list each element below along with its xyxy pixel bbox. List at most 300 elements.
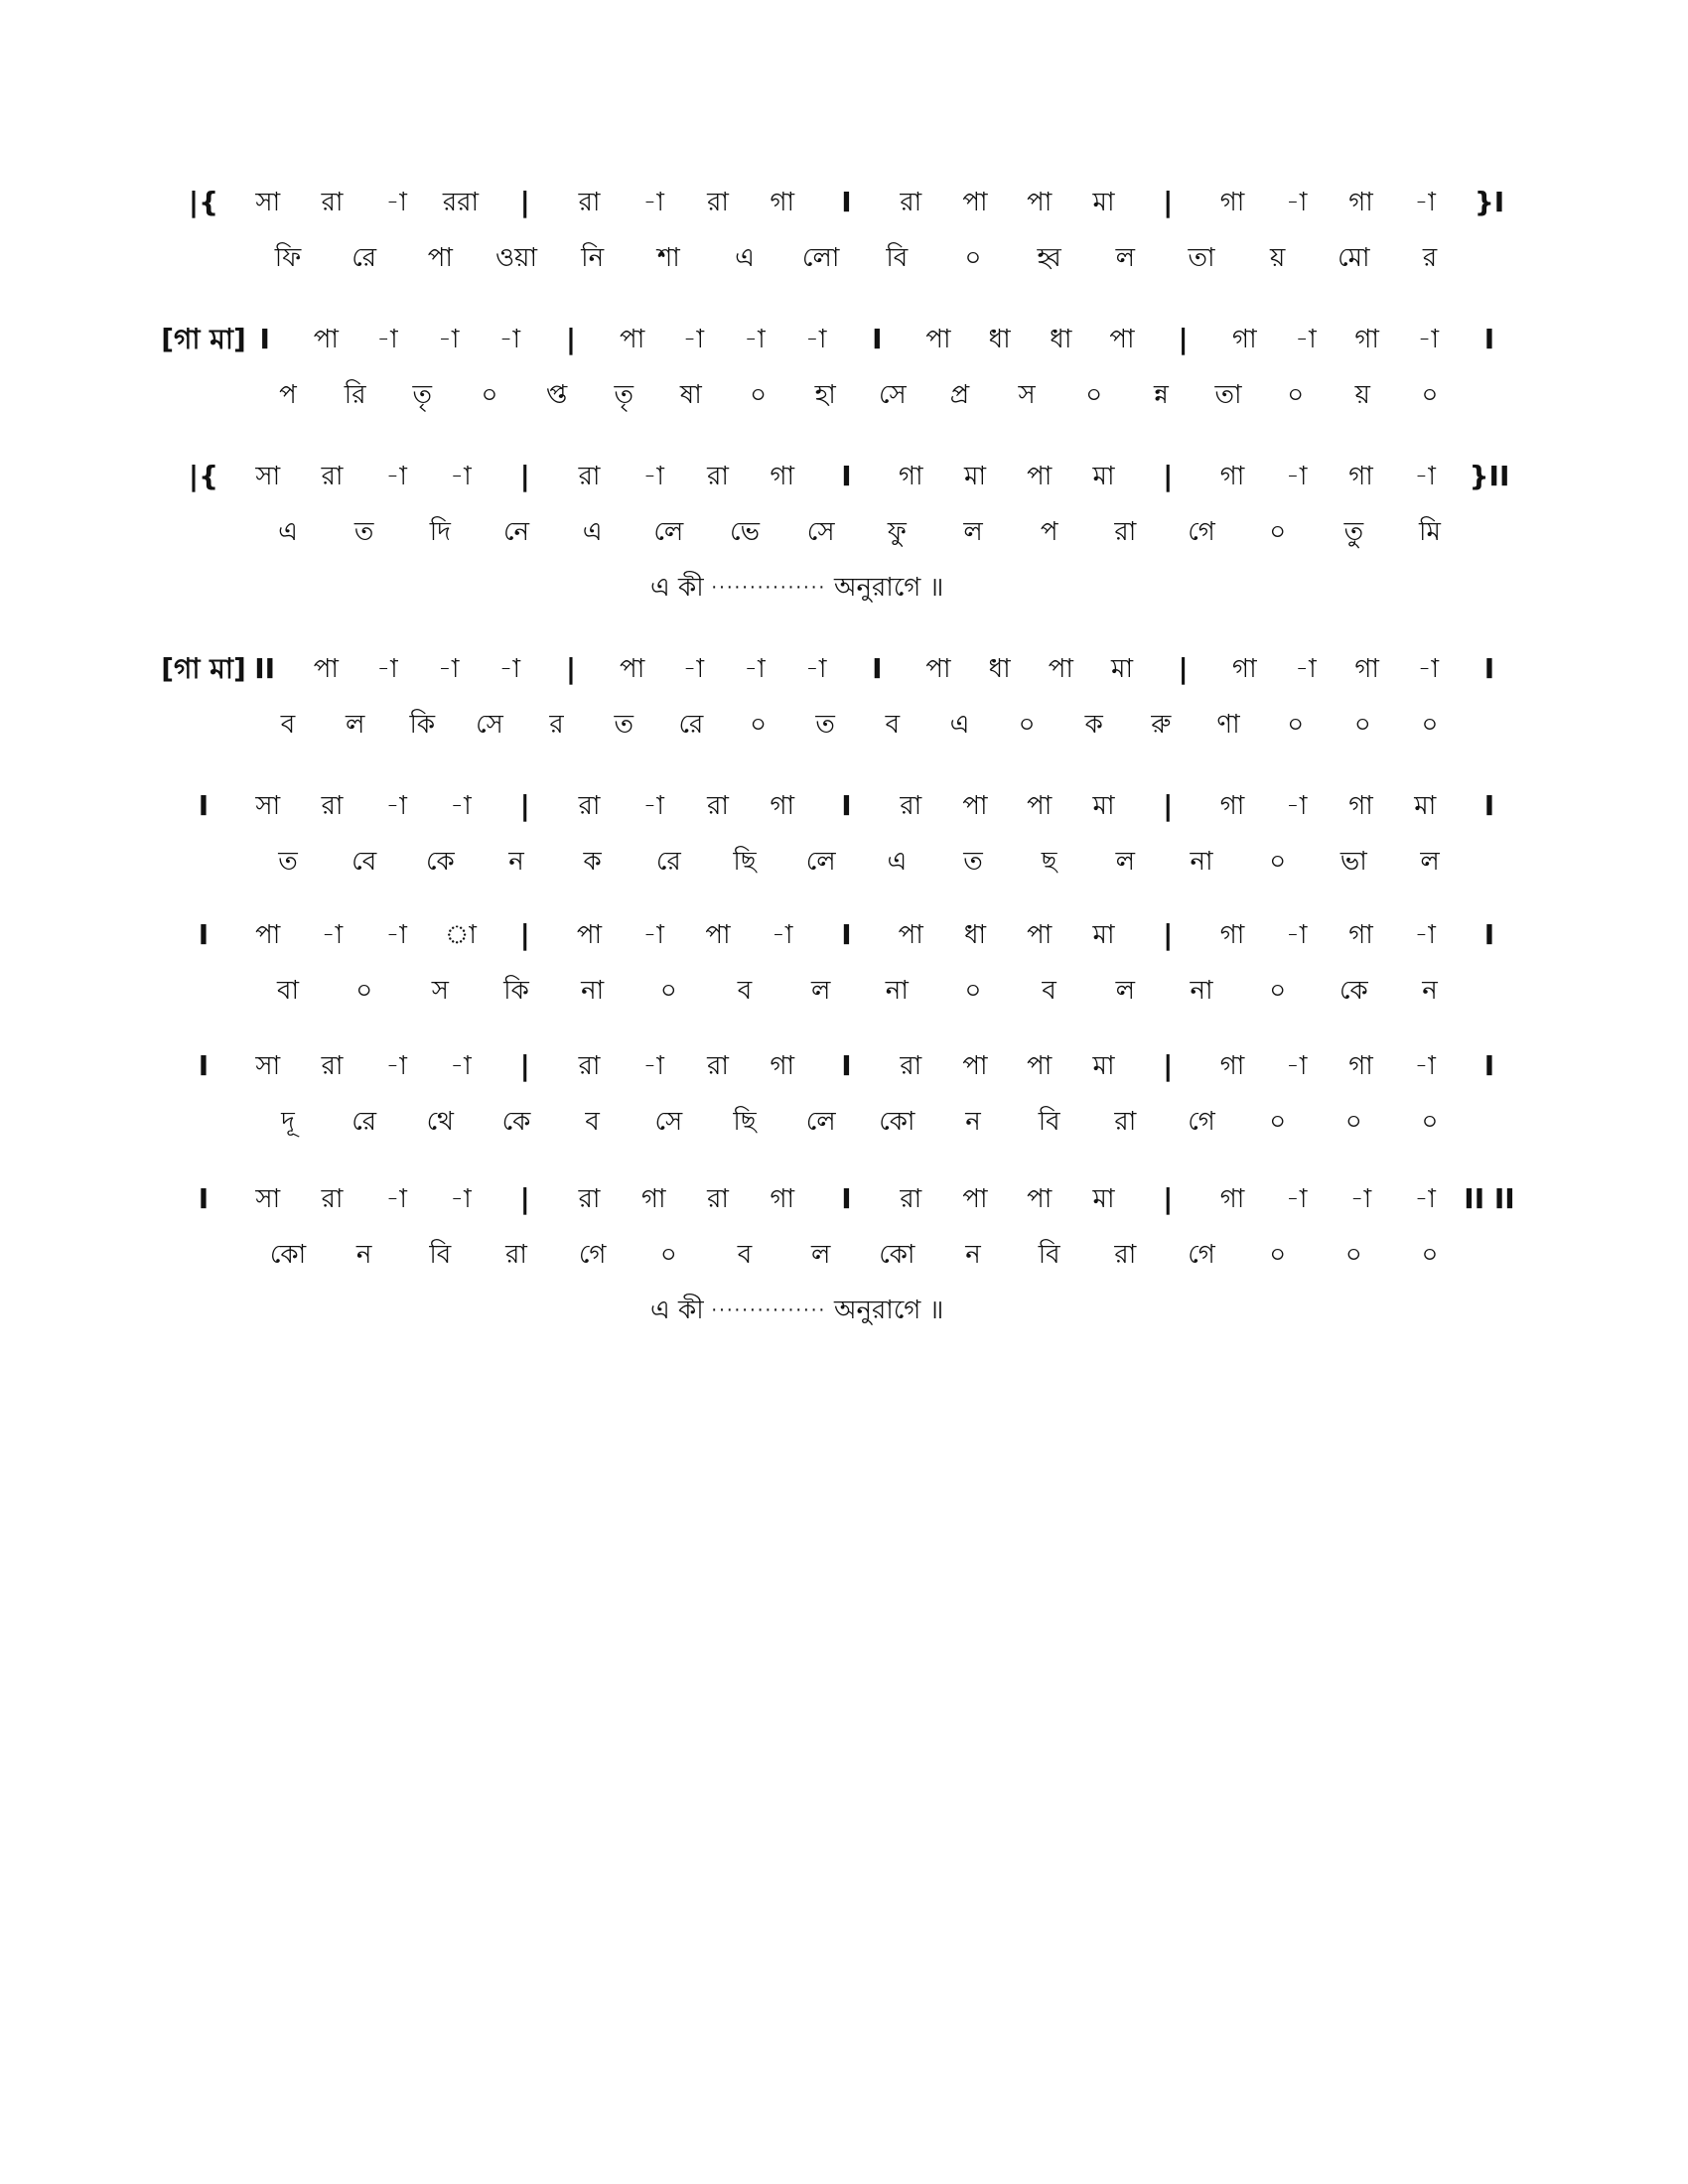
- bar-line-mark: |: [1163, 186, 1174, 218]
- swara-note: পা: [705, 920, 731, 950]
- swara-note: -া: [744, 325, 766, 354]
- refrain-end: অনুরাগে ॥: [833, 1296, 944, 1325]
- swara-note: পা: [1027, 462, 1053, 491]
- swara-note: -া: [450, 1184, 472, 1214]
- swara-note: -া: [450, 791, 472, 821]
- swara-note: গা: [1219, 188, 1245, 217]
- swara-note: মা: [1092, 791, 1115, 821]
- bar-line-mark: I: [841, 1049, 852, 1082]
- swara-note: পা: [925, 654, 951, 684]
- lyric-syllable: রি: [344, 380, 366, 410]
- bar-line-mark: |: [1163, 1182, 1174, 1215]
- bar-line-mark: |: [1178, 652, 1189, 685]
- swara-note: গা: [770, 791, 795, 821]
- lyric-syllable: না: [885, 976, 909, 1006]
- lyric-syllable: এ: [582, 517, 603, 547]
- lyric-syllable: হ্ব: [1037, 243, 1061, 273]
- lyric-syllable: শা: [656, 243, 680, 273]
- swara-note: -া: [385, 188, 407, 217]
- lyric-syllable: ত: [815, 710, 835, 740]
- refrain-start: এ কী: [650, 573, 704, 603]
- bar-line-mark: I: [841, 186, 852, 218]
- swara-note: -া: [1414, 920, 1436, 950]
- lyric-syllable: ০: [1421, 380, 1439, 410]
- lyric-syllable: কো: [879, 1107, 915, 1137]
- swara-note: গা: [1348, 1051, 1373, 1081]
- lyric-syllable: কো: [269, 1240, 307, 1270]
- swara-note: রা: [900, 791, 922, 821]
- lyric-syllable: ল: [810, 976, 831, 1006]
- swara-note: -া: [1414, 462, 1436, 491]
- bar-line-mark: I: [1483, 323, 1495, 355]
- refrain-line: [650, 1289, 943, 1332]
- lyric-syllable: থে: [426, 1107, 455, 1137]
- lyric-syllable: ০: [750, 380, 767, 410]
- bar-line-mark: I: [198, 789, 210, 822]
- swara-note: রা: [707, 188, 729, 217]
- lyric-syllable: বি: [429, 1240, 452, 1270]
- lyric-syllable: বি: [886, 243, 909, 273]
- swara-line: [161, 647, 1524, 691]
- bar-line-mark: |: [565, 652, 577, 685]
- swara-note: সা: [255, 1184, 281, 1214]
- lyric-syllable: ওয়া: [495, 243, 537, 273]
- lyric-syllable: ভা: [1339, 847, 1367, 877]
- lyric-syllable: বা: [276, 976, 300, 1006]
- swara-note: সা: [255, 188, 281, 217]
- swara-note: গা: [770, 462, 795, 491]
- swara-note: পা: [962, 188, 988, 217]
- swara-note: মা: [1092, 188, 1115, 217]
- lyric-syllable: লো: [801, 243, 840, 273]
- swara-note: পা: [576, 920, 603, 950]
- lyric-syllable: প: [279, 380, 297, 410]
- swara-note: -া: [385, 1051, 407, 1081]
- lyric-line: [194, 1233, 1524, 1277]
- swara-note: -া: [1286, 1051, 1308, 1081]
- lyric-syllable: তা: [1214, 380, 1242, 410]
- swara-note: -া: [385, 920, 407, 950]
- swara-note: -া: [804, 654, 827, 684]
- swara-note: পা: [1027, 1184, 1053, 1214]
- swara-note: -া: [1417, 654, 1440, 684]
- swara-note: -া: [1349, 1184, 1372, 1214]
- lyric-syllable: ছি: [733, 847, 757, 877]
- swara-note: -া: [642, 462, 664, 491]
- bar-line-mark: I: [1483, 1049, 1495, 1082]
- swara-note: পা: [1048, 654, 1073, 684]
- swara-line: [188, 455, 1524, 498]
- lyric-syllable: ব: [1042, 976, 1056, 1006]
- lyric-syllable: ব: [737, 1240, 753, 1270]
- swara-note: পা: [620, 325, 645, 354]
- swara-note: -া: [437, 325, 460, 354]
- lyric-line: [194, 373, 1524, 417]
- swara-note: পা: [1027, 1051, 1053, 1081]
- swara-note: সা: [255, 1051, 281, 1081]
- lyric-syllable: রা: [505, 1240, 527, 1270]
- lyric-syllable: পা: [427, 243, 453, 273]
- lyric-syllable: ন: [965, 1107, 981, 1137]
- bar-line-mark: |: [519, 1182, 530, 1215]
- lyric-syllable: এ: [949, 710, 970, 740]
- lyric-syllable: ০: [659, 976, 677, 1006]
- swara-note: ধা: [1050, 325, 1072, 354]
- bar-line-mark: |: [1163, 1049, 1174, 1082]
- lyric-line: [194, 703, 1524, 747]
- lyric-syllable: ছি: [733, 1107, 757, 1137]
- swara-note: রা: [707, 791, 729, 821]
- lyric-syllable: রু: [1151, 710, 1172, 740]
- swara-note: পা: [313, 325, 339, 354]
- swara-note: রা: [321, 1184, 344, 1214]
- swara-note: -া: [385, 462, 407, 491]
- lyric-syllable: ফি: [274, 243, 302, 273]
- swara-note: মা: [964, 462, 986, 491]
- bar-line-mark: |: [1163, 460, 1174, 492]
- lyric-syllable: ০: [481, 380, 498, 410]
- swara-note: গা: [770, 1051, 795, 1081]
- swara-note: পা: [1027, 188, 1053, 217]
- lyric-syllable: দূ: [281, 1107, 295, 1137]
- lyric-syllable: ০: [1344, 1240, 1362, 1270]
- lyric-syllable: নি: [581, 243, 605, 273]
- bar-line-mark: I: [1483, 789, 1495, 822]
- lyric-syllable: ত: [614, 710, 633, 740]
- lyric-syllable: কে: [1338, 976, 1368, 1006]
- lyric-syllable: ০: [1344, 1107, 1362, 1137]
- lyric-syllable: ন: [508, 847, 524, 877]
- lyric-syllable: গে: [1188, 1107, 1215, 1137]
- lyric-syllable: সে: [878, 380, 907, 410]
- lyric-syllable: ০: [1421, 1240, 1439, 1270]
- swara-note: ররা: [442, 188, 480, 217]
- refrain-line: [650, 566, 943, 610]
- swara-note: -া: [772, 920, 793, 950]
- lyric-syllable: গে: [1188, 1240, 1215, 1270]
- bar-line-mark: I: [872, 323, 883, 355]
- lyric-syllable: রা: [1114, 1240, 1137, 1270]
- swara-note: রা: [900, 1051, 922, 1081]
- lyric-syllable: রা: [1114, 517, 1137, 547]
- swara-note: পা: [1027, 920, 1053, 950]
- swara-note: গা: [1348, 920, 1373, 950]
- swara-note: গা: [770, 188, 795, 217]
- bar-line-mark: I: [872, 652, 883, 685]
- lyric-syllable: কি: [503, 976, 529, 1006]
- swara-note: -া: [385, 1184, 407, 1214]
- swara-note: -া: [1295, 654, 1317, 684]
- swara-line: [194, 913, 1524, 957]
- swara-note: -া: [744, 654, 766, 684]
- bar-line-mark: }II: [1469, 460, 1510, 492]
- lyric-syllable: ল: [345, 710, 365, 740]
- bar-line-mark: |: [519, 186, 530, 218]
- swara-note: পা: [313, 654, 339, 684]
- swara-note: রা: [578, 188, 601, 217]
- swara-note: পা: [1027, 791, 1053, 821]
- swara-note: রা: [900, 1184, 922, 1214]
- bar-line-mark: I: [198, 918, 210, 951]
- lyric-syllable: ষা: [679, 380, 702, 410]
- swara-note: -া: [321, 920, 344, 950]
- lyric-syllable: ন: [355, 1240, 372, 1270]
- swara-note: রা: [578, 791, 601, 821]
- lyric-syllable: মো: [1337, 243, 1370, 273]
- lyric-syllable: ০: [1269, 847, 1287, 877]
- swara-note: পা: [1109, 325, 1135, 354]
- lyric-syllable: ০: [1421, 1107, 1439, 1137]
- swara-note: গা: [1348, 791, 1373, 821]
- swara-note: গা: [1219, 462, 1245, 491]
- lyric-syllable: গে: [578, 1240, 607, 1270]
- lyric-syllable: প্র: [949, 380, 970, 410]
- swara-note: -া: [1286, 1184, 1308, 1214]
- bar-line-mark: II II: [1464, 1182, 1515, 1215]
- swara-note: -া: [376, 325, 398, 354]
- swara-note: -া: [642, 920, 664, 950]
- lyric-syllable: কে: [425, 847, 455, 877]
- swara-note: গা: [1354, 325, 1379, 354]
- lyric-syllable: ০: [964, 243, 982, 273]
- swara-note: ধা: [988, 325, 1011, 354]
- bar-line-mark: |{: [188, 460, 219, 492]
- swara-note: পা: [255, 920, 281, 950]
- lyric-syllable: ফু: [887, 517, 907, 547]
- swara-note: গা: [1219, 920, 1245, 950]
- swara-note: মা: [1092, 1051, 1115, 1081]
- lyric-syllable: স: [1018, 380, 1036, 410]
- swara-note: গা: [1232, 654, 1257, 684]
- swara-note: পা: [925, 325, 951, 354]
- refrain-dots: ···············: [703, 1299, 834, 1321]
- bar-line-mark: I: [841, 789, 852, 822]
- swara-note: রা: [321, 188, 344, 217]
- swara-note: -া: [1295, 325, 1317, 354]
- lyric-syllable: ব: [885, 710, 901, 740]
- swara-note: রা: [578, 1184, 601, 1214]
- lyric-syllable: তৃ: [412, 380, 433, 410]
- swara-note: রা: [578, 462, 601, 491]
- lyric-syllable: কে: [501, 1107, 531, 1137]
- swara-note: -া: [437, 654, 460, 684]
- swara-note: -া: [450, 462, 472, 491]
- swara-note: রা: [578, 1051, 601, 1081]
- lyric-syllable: ন: [1422, 976, 1438, 1006]
- swara-note: মা: [1111, 654, 1133, 684]
- lyric-syllable: ০: [1269, 1107, 1287, 1137]
- swara-note: ধা: [988, 654, 1011, 684]
- swara-note: -া: [1414, 1051, 1436, 1081]
- lyric-line: [194, 969, 1524, 1013]
- swara-line: [188, 181, 1524, 224]
- lyric-syllable: না: [1190, 976, 1213, 1006]
- bar-line-mark: |: [1178, 323, 1189, 355]
- swara-note: -া: [1286, 188, 1308, 217]
- lyric-syllable: ক: [1084, 710, 1103, 740]
- swara-note: -া: [1286, 462, 1308, 491]
- swara-line: [161, 318, 1524, 361]
- bar-line-mark: |: [519, 789, 530, 822]
- lyric-syllable: ব: [585, 1107, 600, 1137]
- swara-note: মা: [1414, 791, 1437, 821]
- lyric-syllable: র: [1422, 243, 1438, 273]
- lyric-syllable: সে: [806, 517, 835, 547]
- lyric-syllable: বি: [1038, 1240, 1060, 1270]
- lyric-line: [194, 1100, 1524, 1144]
- swara-note: মা: [1092, 462, 1115, 491]
- lyric-syllable: নে: [502, 517, 530, 547]
- swara-line: [194, 1044, 1524, 1088]
- swara-note: -া: [1414, 1184, 1436, 1214]
- lyric-syllable: ক: [583, 847, 602, 877]
- bar-line-mark: II: [254, 652, 276, 685]
- lyric-syllable: ত: [353, 517, 374, 547]
- lyric-syllable: লে: [805, 847, 836, 877]
- swara-note: রা: [321, 1051, 344, 1081]
- swara-note: রা: [900, 188, 922, 217]
- bar-line-mark: }I: [1474, 186, 1505, 218]
- lyric-syllable: ত: [963, 847, 983, 877]
- lyric-syllable: ল: [810, 1240, 831, 1270]
- lyric-syllable: লে: [653, 517, 684, 547]
- swara-note: পা: [962, 1184, 988, 1214]
- bar-line-mark: I: [198, 1182, 210, 1215]
- swara-note: পা: [962, 1051, 988, 1081]
- swara-note: মা: [1092, 1184, 1115, 1214]
- bar-line-mark: |{: [188, 186, 219, 218]
- lyric-syllable: য়: [1354, 380, 1371, 410]
- lyric-syllable: কো: [879, 1240, 915, 1270]
- swara-note: -া: [385, 791, 407, 821]
- swara-note: পা: [962, 791, 988, 821]
- lyric-syllable: রে: [678, 710, 704, 740]
- swara-note: রা: [707, 462, 729, 491]
- lyric-syllable: না: [1190, 847, 1213, 877]
- lyric-syllable: ব: [280, 710, 296, 740]
- swara-note: গা: [1219, 791, 1245, 821]
- swara-note: -া: [1286, 920, 1308, 950]
- lyric-syllable: ০: [1287, 380, 1305, 410]
- lyric-syllable: ল: [1115, 847, 1136, 877]
- lyric-syllable: লে: [805, 1107, 836, 1137]
- swara-note: -া: [498, 654, 521, 684]
- lyric-syllable: ল: [963, 517, 983, 547]
- lyric-syllable: প: [1040, 517, 1058, 547]
- lyric-syllable: য়: [1269, 243, 1286, 273]
- swara-note: গা: [770, 1184, 795, 1214]
- lyric-syllable: ০: [1085, 380, 1103, 410]
- swara-line: [194, 784, 1524, 828]
- lyric-syllable: এ: [735, 243, 755, 273]
- bar-line-mark: |: [519, 460, 530, 492]
- lyric-syllable: ০: [1287, 710, 1305, 740]
- lyric-syllable: ন্ন: [1153, 380, 1169, 410]
- swara-note: রা: [321, 462, 344, 491]
- lyric-syllable: কি: [409, 710, 436, 740]
- lyric-syllable: ০: [1269, 976, 1287, 1006]
- lyric-syllable: ০: [355, 976, 373, 1006]
- lyric-syllable: ০: [1269, 517, 1287, 547]
- lyric-syllable: রে: [655, 847, 681, 877]
- swara-note: রা: [707, 1184, 729, 1214]
- swara-note: রা: [707, 1051, 729, 1081]
- swara-note: -া: [682, 654, 705, 684]
- bar-line-mark: [গা মা]: [161, 323, 246, 355]
- lyric-syllable: এ: [887, 847, 908, 877]
- swara-note: গা: [1348, 188, 1373, 217]
- refrain-end: অনুরাগে ॥: [833, 573, 944, 603]
- swara-note: -া: [804, 325, 827, 354]
- lyric-syllable: ব: [737, 976, 753, 1006]
- swara-note: গা: [1219, 1051, 1245, 1081]
- lyric-syllable: হা: [814, 380, 836, 410]
- bar-line-mark: I: [841, 460, 852, 492]
- swara-note: গা: [640, 1184, 666, 1214]
- lyric-syllable: তৃ: [614, 380, 633, 410]
- bar-line-mark: |: [519, 1049, 530, 1082]
- swara-note: পা: [620, 654, 645, 684]
- lyric-syllable: রে: [352, 1107, 377, 1137]
- swara-note: -া: [498, 325, 521, 354]
- swara-note: সা: [255, 462, 281, 491]
- swara-note: মা: [1092, 920, 1115, 950]
- bar-line-mark: |: [1163, 789, 1174, 822]
- lyric-syllable: ভে: [730, 517, 760, 547]
- bar-line-mark: I: [198, 1049, 210, 1082]
- swara-note: -া: [642, 791, 664, 821]
- swara-note: গা: [898, 462, 923, 491]
- lyric-syllable: তু: [1343, 517, 1364, 547]
- swara-note: -া: [642, 1051, 664, 1081]
- lyric-syllable: ত: [278, 847, 298, 877]
- lyric-syllable: মি: [1419, 517, 1441, 547]
- lyric-syllable: দি: [429, 517, 451, 547]
- lyric-syllable: তা: [1188, 243, 1215, 273]
- lyric-syllable: রে: [352, 243, 377, 273]
- lyric-syllable: এ: [278, 517, 298, 547]
- lyric-syllable: ল: [1115, 976, 1136, 1006]
- swara-note: -া: [1286, 791, 1308, 821]
- bar-line-mark: |: [519, 918, 530, 951]
- swara-note: -া: [642, 188, 664, 217]
- lyric-syllable: ন: [965, 1240, 981, 1270]
- swara-note: া: [445, 920, 477, 950]
- lyric-syllable: ০: [964, 976, 982, 1006]
- swara-note: গা: [1354, 654, 1379, 684]
- swara-note: -া: [450, 1051, 472, 1081]
- lyric-syllable: ০: [1269, 1240, 1287, 1270]
- swara-note: সা: [255, 791, 281, 821]
- lyric-line: [194, 510, 1524, 554]
- lyric-syllable: প্ত: [545, 380, 568, 410]
- lyric-syllable: না: [581, 976, 605, 1006]
- lyric-syllable: ০: [659, 1240, 677, 1270]
- lyric-syllable: ০: [1421, 710, 1439, 740]
- lyric-syllable: ণা: [1216, 710, 1240, 740]
- swara-note: পা: [898, 920, 923, 950]
- bar-line-mark: I: [1483, 652, 1495, 685]
- swara-note: -া: [682, 325, 705, 354]
- swara-note: ধা: [963, 920, 987, 950]
- lyric-syllable: সে: [476, 710, 503, 740]
- bar-line-mark: I: [841, 1182, 852, 1215]
- bar-line-mark: I: [259, 323, 270, 355]
- swara-line: [194, 1177, 1524, 1221]
- lyric-syllable: বে: [352, 847, 377, 877]
- lyric-syllable: ছ: [1041, 847, 1057, 877]
- bar-line-mark: [গা মা]: [161, 652, 246, 685]
